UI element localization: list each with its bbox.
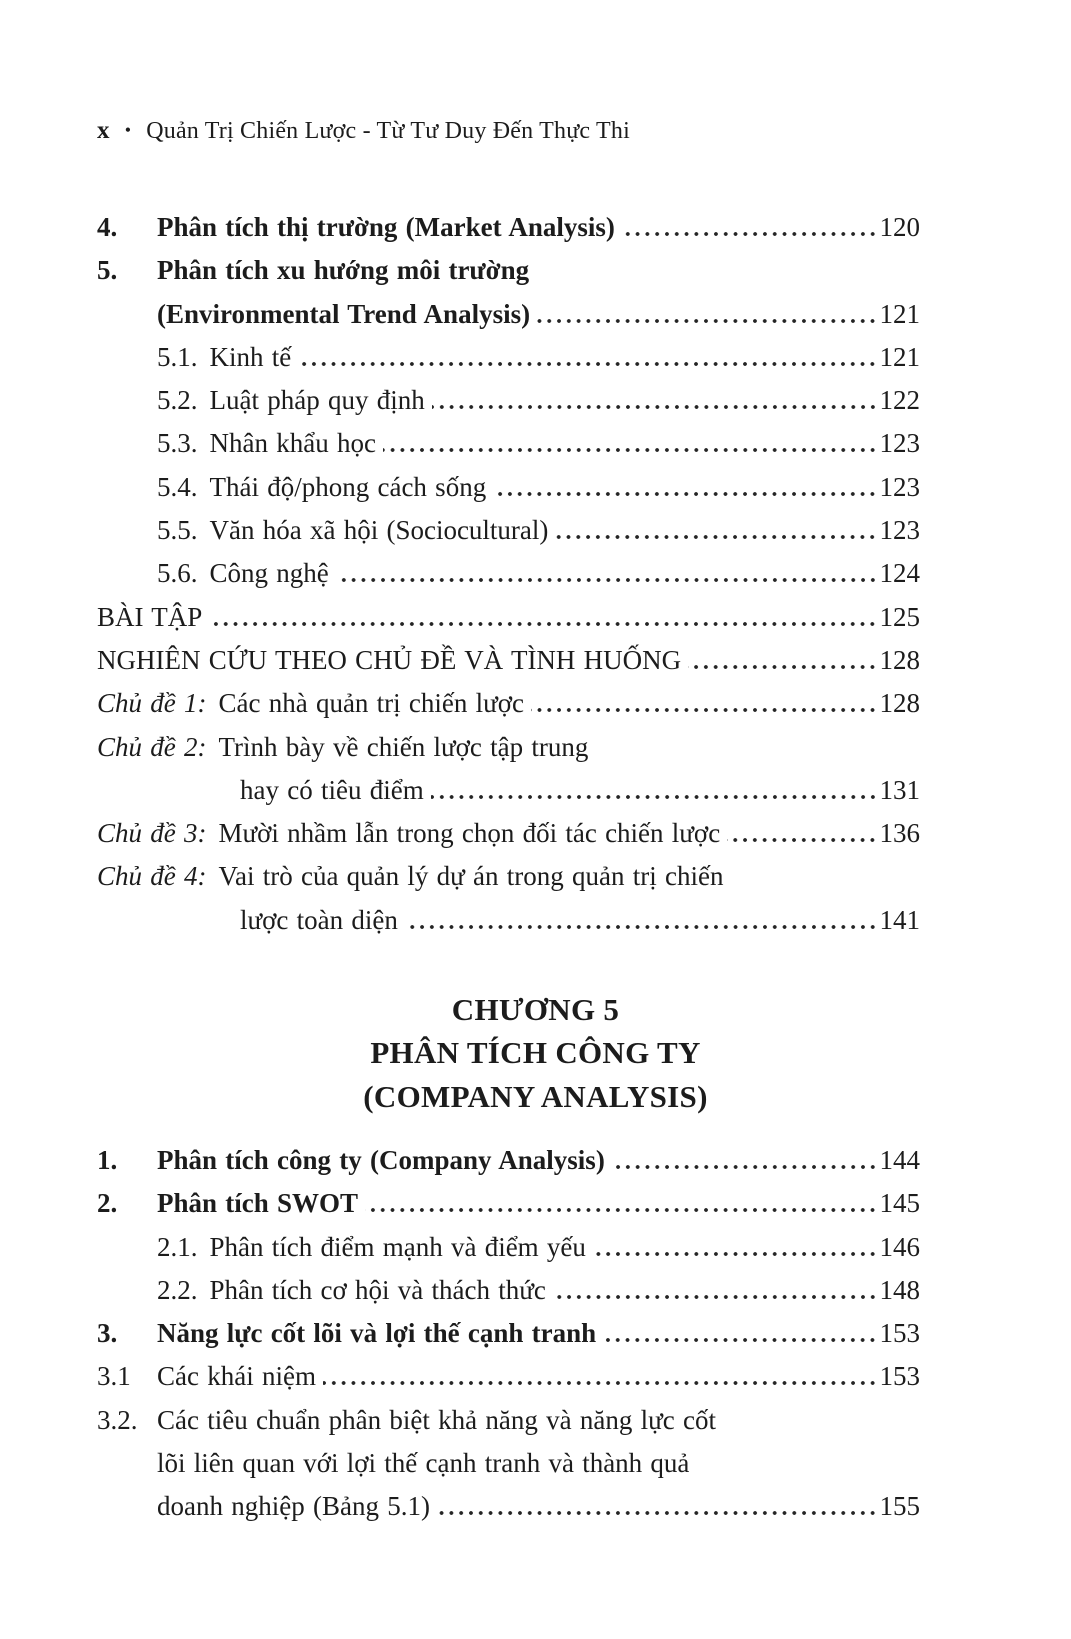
toc-entry-title: Phân tích SWOT <box>157 1188 359 1219</box>
toc-page-number: 123 <box>879 428 920 459</box>
toc-entry-title: Công nghệ <box>209 558 329 589</box>
dot-leader <box>688 665 877 669</box>
toc-row <box>97 596 920 639</box>
toc-page-number: 131 <box>879 774 920 805</box>
toc-section-chapter4 <box>97 206 920 942</box>
toc-entry-title: Kinh tế <box>209 341 292 372</box>
toc-entry-number: 3.2. <box>97 1404 138 1435</box>
dot-leader <box>298 362 877 366</box>
toc-row <box>97 682 920 725</box>
toc-entry-number: 3. <box>97 1318 118 1349</box>
dot-leader <box>493 492 877 496</box>
toc-row <box>97 336 920 379</box>
toc-page-number: 123 <box>879 515 920 546</box>
dot-leader <box>603 1338 877 1342</box>
toc-row <box>97 726 920 769</box>
running-header <box>97 115 630 146</box>
dot-leader <box>437 1511 878 1515</box>
toc-entry-number: 2.2. <box>157 1274 198 1305</box>
toc-entry-number: 5. <box>97 255 118 286</box>
toc-row <box>97 509 920 552</box>
toc-row <box>97 855 920 898</box>
toc-row <box>97 466 920 509</box>
toc-row <box>97 1442 920 1485</box>
toc-row <box>97 639 920 682</box>
toc-entry-title: Văn hóa xã hội (Sociocultural) <box>209 515 549 546</box>
toc-entry-title: BÀI TẬP <box>97 601 203 632</box>
dot-leader <box>405 925 878 929</box>
toc-row <box>97 249 920 292</box>
dot-leader <box>209 622 877 626</box>
toc-entry-title: Phân tích cơ hội và thách thức <box>209 1274 546 1305</box>
dot-leader <box>432 405 878 409</box>
toc-entry-number: 1. <box>97 1145 118 1175</box>
toc-row <box>97 812 920 855</box>
toc-entry-title: Mười nhầm lẫn trong chọn đối tác chiến lược <box>218 818 721 849</box>
dot-leader <box>323 1381 878 1385</box>
dot-leader <box>612 1165 878 1169</box>
toc-page-number: 145 <box>879 1188 920 1219</box>
toc-entry-number: 4. <box>97 212 118 242</box>
toc-entry-title: Thái độ/phong cách sống <box>209 471 487 502</box>
dot-leader <box>365 1208 877 1212</box>
toc-entry-title: Phân tích công ty (Company Analysis) <box>157 1145 605 1175</box>
toc-entry-title: Luật pháp quy định <box>209 385 425 416</box>
toc-row <box>97 769 920 812</box>
toc-entry-title: lõi liên quan với lợi thế cạnh tranh và thành quả <box>157 1448 690 1479</box>
toc-page-number: 148 <box>879 1274 920 1305</box>
dot-leader <box>553 1295 878 1299</box>
header-bullet: • <box>124 120 132 140</box>
toc-entry-title: Phân tích điểm mạnh và điểm yếu <box>209 1231 586 1262</box>
dot-leader <box>537 319 877 323</box>
toc-entry-title: Các nhà quản trị chiến lược <box>218 688 525 719</box>
toc-entry-title: Vai trò của quản lý dự án trong quản trị chiến <box>218 861 724 892</box>
toc-page-number: 123 <box>879 471 920 502</box>
toc-row <box>97 1226 920 1269</box>
toc-page-number: 153 <box>879 1318 920 1349</box>
dot-leader <box>727 838 877 842</box>
toc-entry-number: Chủ đề 3: <box>97 818 207 849</box>
toc-entry-number: 5.5. <box>157 515 198 546</box>
toc-page-number: 128 <box>879 688 920 719</box>
toc-row <box>97 1355 920 1398</box>
toc-entry-title: Phân tích xu hướng môi trường <box>157 255 530 286</box>
dot-leader <box>555 535 877 539</box>
toc-row <box>97 422 920 465</box>
toc-entry-title: Trình bày về chiến lược tập trung <box>218 731 589 762</box>
toc-page-number: 141 <box>879 904 920 935</box>
toc-row <box>97 1139 920 1182</box>
dot-leader <box>383 448 878 452</box>
toc-entry-number: 5.2. <box>157 385 198 416</box>
toc-entry-number: 5.3. <box>157 428 198 459</box>
toc-entry-number: 5.6. <box>157 558 198 589</box>
toc-page-number: 144 <box>879 1145 920 1175</box>
chapter-number-heading: CHƯƠNG 5 <box>451 992 620 1027</box>
toc-entry-number: 2.1. <box>157 1231 198 1262</box>
toc-entry-number: 3.1 <box>97 1361 131 1392</box>
toc-entry-title: Năng lực cốt lõi và lợi thế cạnh tranh <box>157 1318 597 1349</box>
folio-page-number: x <box>97 117 110 144</box>
toc-row <box>97 1312 920 1355</box>
toc-page-number: 125 <box>879 601 920 632</box>
toc-section-chapter5 <box>97 1139 920 1529</box>
toc-row <box>97 899 920 942</box>
toc-entry-number: Chủ đề 2: <box>97 731 207 762</box>
toc-entry-title: lược toàn diện <box>240 904 398 935</box>
toc-entry-number: 2. <box>97 1188 118 1219</box>
toc-row <box>97 379 920 422</box>
toc-row <box>97 293 920 336</box>
toc-entry-title: doanh nghiệp (Bảng 5.1) <box>157 1491 430 1522</box>
toc-entry-title: Nhân khẩu học <box>209 428 376 459</box>
toc-entry-number: 5.1. <box>157 341 198 372</box>
chapter-heading <box>0 988 1071 1118</box>
dot-leader <box>336 578 878 582</box>
toc-page-number: 146 <box>879 1231 920 1262</box>
toc-entry-title: Phân tích thị trường (Market Analysis) <box>157 212 615 242</box>
dot-leader <box>593 1252 878 1256</box>
chapter-title-vi: PHÂN TÍCH CÔNG TY <box>370 1035 701 1071</box>
toc-page-number: 136 <box>879 818 920 849</box>
toc-row <box>97 1399 920 1442</box>
toc-row <box>97 1269 920 1312</box>
chapter-title-en: (COMPANY ANALYSIS) <box>363 1078 708 1114</box>
toc-entry-number: Chủ đề 1: <box>97 688 207 719</box>
toc-entry-title: Các khái niệm <box>157 1361 316 1392</box>
toc-row <box>97 206 920 249</box>
toc-page-number: 124 <box>879 558 920 589</box>
running-header-title: Quản Trị Chiến Lược - Từ Tư Duy Đến Thực Thi <box>146 118 630 144</box>
toc-entry-number: Chủ đề 4: <box>97 861 207 892</box>
toc-row <box>97 1182 920 1225</box>
toc-entry-title: NGHIÊN CỨU THEO CHỦ ĐỀ VÀ TÌNH HUỐNG <box>97 644 682 675</box>
toc-row <box>97 552 920 595</box>
toc-page-number: 121 <box>879 341 920 372</box>
toc-entry-title: Các tiêu chuẩn phân biệt khả năng và năng lực cốt <box>157 1404 716 1435</box>
dot-leader <box>531 708 877 712</box>
toc-page-number: 122 <box>879 385 920 416</box>
dot-leader <box>622 232 878 236</box>
dot-leader <box>431 795 878 799</box>
toc-row <box>97 1485 920 1528</box>
toc-page-number: 155 <box>879 1491 920 1522</box>
toc-entry-title: hay có tiêu điểm <box>240 774 424 805</box>
toc-entry-title: (Environmental Trend Analysis) <box>157 298 531 329</box>
toc-page-number: 121 <box>879 298 920 329</box>
toc-page-number: 153 <box>879 1361 920 1392</box>
toc-entry-number: 5.4. <box>157 471 198 502</box>
toc-page-number: 128 <box>879 644 920 675</box>
toc-page-number: 120 <box>879 212 920 242</box>
